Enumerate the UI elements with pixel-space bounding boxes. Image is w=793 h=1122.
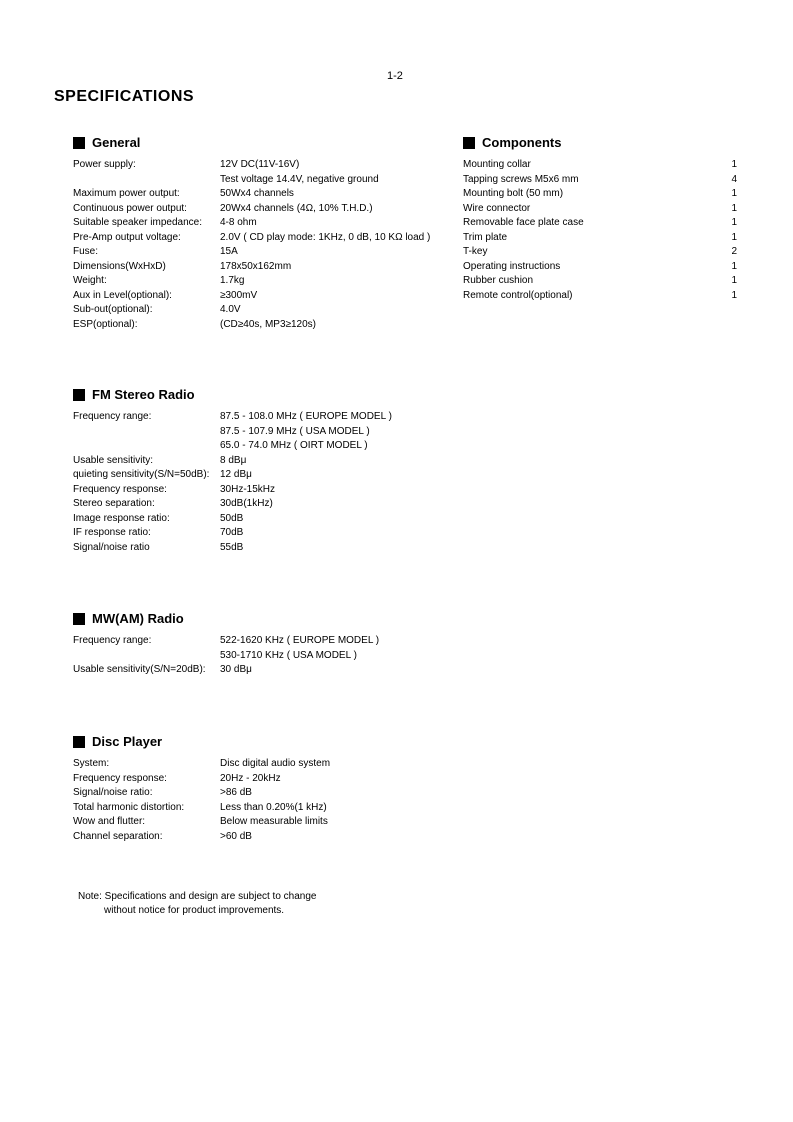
component-qty: 1 [731,260,737,272]
spec-row [73,410,463,425]
page-number: 1-2 [387,70,403,82]
spec-row [73,483,463,498]
spec-row [73,439,463,454]
spec-value: (CD≥40s, MP3≥120s) [220,318,317,330]
square-bullet-icon [73,736,85,748]
spec-label: Power supply: [73,159,136,170]
spec-row [73,512,463,527]
spec-row [73,289,463,304]
spec-value: 70dB [220,527,244,538]
component-label: Remote control(optional) [463,289,573,301]
fm-spec-list [73,410,463,555]
spec-label: Total harmonic distortion: [73,801,185,813]
spec-label: Maximum power output: [73,188,180,199]
spec-label: Signal/noise ratio [73,541,150,553]
square-bullet-icon [73,137,85,149]
square-bullet-icon [73,613,85,625]
spec-label: Frequency range: [73,635,152,646]
disc-heading [73,734,162,749]
spec-row [73,187,463,202]
spec-value: 12 dBμ [220,469,252,480]
disc-heading-label: Disc Player [92,734,163,749]
component-row [463,260,737,275]
mw-heading-label: MW(AM) Radio [92,611,184,626]
spec-label: Continuous power output: [73,202,187,214]
footnote [78,890,317,917]
components-heading [463,135,561,150]
spec-row [73,815,463,830]
component-label: Wire connector [463,202,531,214]
spec-row [73,216,463,231]
component-row [463,187,737,202]
component-row [463,158,737,173]
spec-value: 2.0V ( CD play mode: 1KHz, 0 dB, 10 KΩ load ) [220,231,431,243]
spec-label: Dimensions(WxHxD) [73,260,166,272]
fm-heading [73,387,195,402]
spec-value: 65.0 - 74.0 MHz ( OIRT MODEL ) [220,440,368,451]
spec-row [73,663,463,678]
component-label: Tapping screws M5x6 mm [463,173,579,185]
spec-row [73,202,463,217]
footnote-line-2: without notice for product improvements. [104,904,285,916]
spec-row [73,526,463,541]
spec-label: ESP(optional): [73,318,138,330]
spec-value: >60 dB [220,830,252,842]
spec-value: 8 dBμ [220,454,247,466]
mw-spec-list [73,634,463,678]
component-qty: 1 [731,275,737,286]
component-label: Mounting collar [463,159,531,170]
component-qty: 1 [731,188,737,199]
spec-row [73,786,463,801]
component-row [463,173,737,188]
spec-value: 87.5 - 108.0 MHz ( EUROPE MODEL ) [220,411,392,422]
footnote-line-1: Note: Specifications and design are subject to change [78,891,317,902]
spec-value: ≥300mV [220,289,258,301]
page-title: SPECIFICATIONS [54,88,195,105]
component-label: Removable face plate case [463,217,584,228]
component-qty: 2 [731,246,737,257]
general-spec-list [73,158,463,332]
spec-value: Test voltage 14.4V, negative ground [220,173,379,185]
spec-label: Usable sensitivity: [73,454,154,466]
spec-value: 20Wx4 channels (4Ω, 10% T.H.D.) [220,202,373,214]
spec-row [73,634,463,649]
spec-row [73,454,463,469]
disc-spec-list [73,757,463,844]
spec-label: Channel separation: [73,830,163,842]
spec-row [73,318,463,333]
spec-label: Usable sensitivity(S/N=20dB): [73,664,206,675]
spec-value: 50dB [220,512,244,524]
spec-label: Signal/noise ratio: [73,787,153,798]
spec-label: Aux in Level(optional): [73,289,172,301]
component-label: Trim plate [463,231,508,243]
spec-value: >86 dB [220,787,252,798]
spec-value: Disc digital audio system [220,758,331,769]
spec-label: quieting sensitivity(S/N=50dB): [73,469,210,480]
component-qty: 1 [731,159,737,170]
spec-label: System: [73,758,110,769]
spec-row [73,468,463,483]
spec-value: Less than 0.20%(1 kHz) [220,801,327,813]
spec-value: Below measurable limits [220,816,328,827]
component-row [463,274,737,289]
spec-value: 30Hz-15kHz [220,483,276,495]
component-label: Mounting bolt (50 mm) [463,188,564,199]
spec-label: Pre-Amp output voltage: [73,231,181,243]
component-row [463,289,737,304]
spec-row [73,173,463,188]
spec-row [73,303,463,318]
spec-label: IF response ratio: [73,527,151,538]
component-row [463,216,737,231]
spec-row [73,231,463,246]
components-list [463,158,737,303]
spec-label: Wow and flutter: [73,816,146,827]
component-qty: 1 [731,217,737,228]
component-qty: 1 [731,231,737,243]
spec-row [73,772,463,787]
component-label: Operating instructions [463,260,561,272]
spec-value: 530-1710 KHz ( USA MODEL ) [220,649,357,661]
spec-value: 50Wx4 channels [220,188,294,199]
spec-row [73,425,463,440]
spec-label: Frequency range: [73,411,152,422]
spec-value: 15A [220,246,238,257]
spec-row [73,260,463,275]
component-qty: 1 [731,202,737,214]
spec-label: Stereo separation: [73,498,155,509]
spec-value: 12V DC(11V-16V) [220,159,300,170]
spec-value: 4.0V [220,304,241,315]
mw-heading [73,611,184,626]
spec-row [73,274,463,289]
spec-row [73,830,463,845]
general-heading-label: General [92,135,141,150]
spec-row [73,757,463,772]
spec-value: 522-1620 KHz ( EUROPE MODEL ) [220,635,380,646]
component-qty: 1 [731,289,737,301]
component-row [463,202,737,217]
square-bullet-icon [73,389,85,401]
spec-label: Weight: [73,275,107,286]
spec-row [73,497,463,512]
spec-row [73,158,463,173]
spec-label: Sub-out(optional): [73,304,153,315]
square-bullet-icon [463,137,475,149]
spec-label: Suitable speaker impedance: [73,217,202,228]
component-label: Rubber cushion [463,275,534,286]
spec-label: Image response ratio: [73,512,170,524]
component-row [463,245,737,260]
spec-row [73,801,463,816]
spec-row [73,541,463,556]
spec-value: 30dB(1kHz) [220,498,273,509]
component-row [463,231,737,246]
fm-heading-label: FM Stereo Radio [92,387,195,402]
spec-value: 4-8 ohm [220,217,257,228]
components-heading-label: Components [482,135,562,150]
spec-label: Fuse: [73,246,99,257]
general-heading [73,135,140,150]
spec-value: 1.7kg [220,275,245,286]
spec-value: 87.5 - 107.9 MHz ( USA MODEL ) [220,425,370,437]
spec-value: 20Hz - 20kHz [220,772,281,784]
component-label: T-key [463,246,488,257]
spec-label: Frequency response: [73,772,167,784]
spec-row [73,649,463,664]
spec-label: Frequency response: [73,483,167,495]
spec-value: 178x50x162mm [220,260,292,272]
component-qty: 4 [731,173,737,185]
spec-value: 55dB [220,541,244,553]
spec-row [73,245,463,260]
spec-value: 30 dBμ [220,664,252,675]
